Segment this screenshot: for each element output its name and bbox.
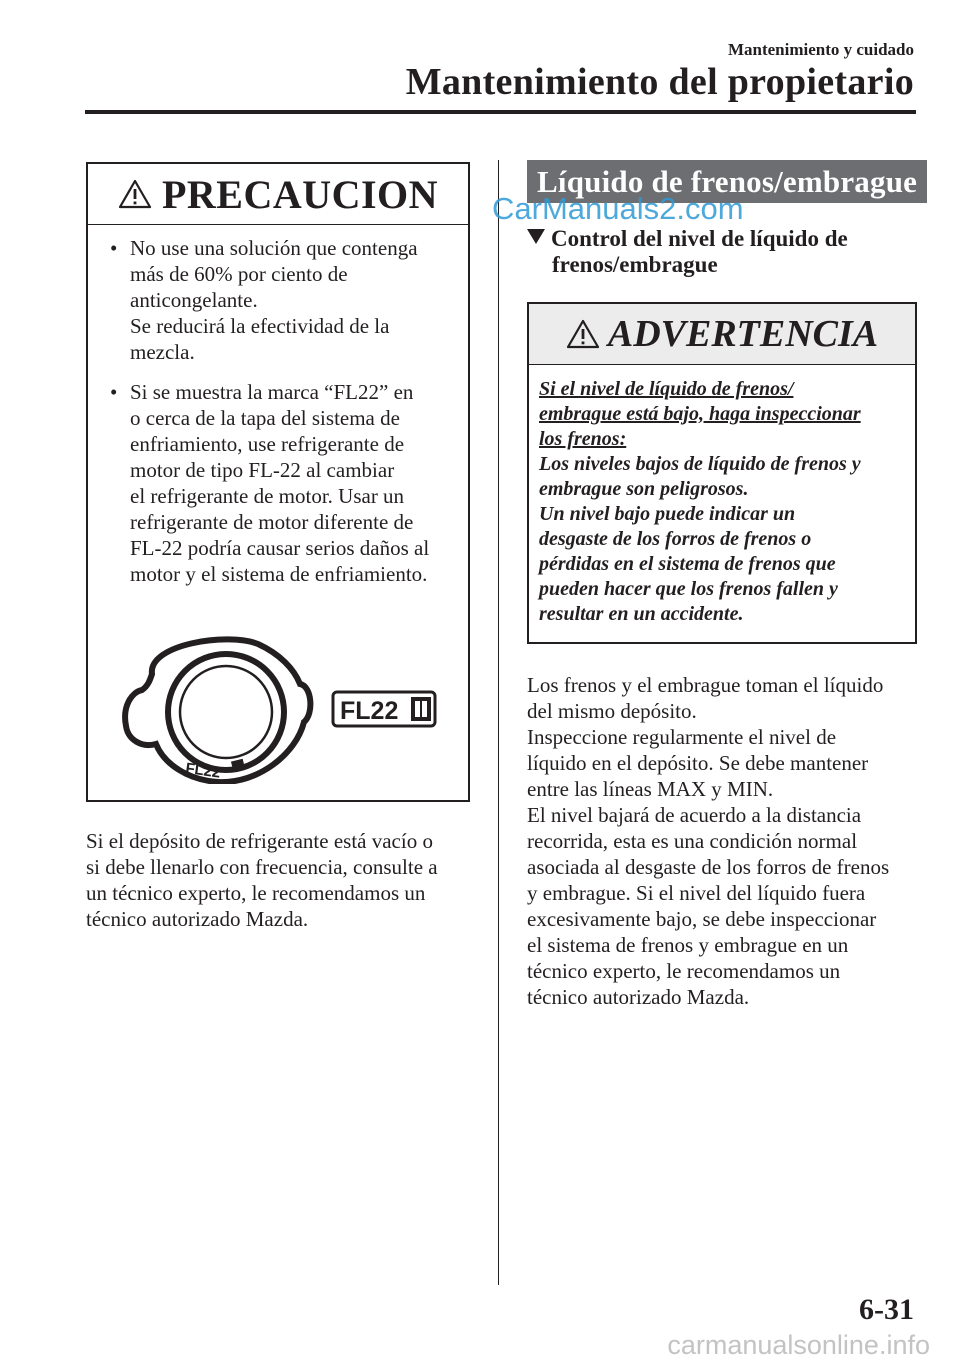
cap-center (180, 666, 272, 758)
coolant-paragraph: Si el depósito de refrigerante está vacío o si debe llenarlo con frecuencia, consulte a un técnico experto, le recomendamos un técnico autorizado Mazda. (86, 829, 438, 931)
heading-line-1: Control del nivel de líquido de (551, 226, 848, 251)
page-title: Mantenimiento del propietario (405, 61, 914, 103)
subsection-band: Líquido de frenos/embrague (527, 160, 927, 203)
warning-header (529, 304, 915, 365)
footer-site: carmanualsonline.info (667, 1330, 930, 1360)
header-rule (85, 110, 916, 114)
page-number: 6-31 (859, 1293, 914, 1326)
caution-bullet-text: No use una solución que contenga más de 60% por ciento de anticongelante. Se reducirá la efectividad de la mezcla. (130, 236, 418, 364)
caution-box (86, 162, 470, 802)
radiator-cap-illustration (108, 634, 448, 784)
warning-body (529, 365, 915, 627)
warning-text: Los niveles bajos de líquido de frenos y embrague son peligrosos. Un nivel bajo puede indicar un desgaste de los forros de frenos o pérdidas en el sistema de frenos que pueden hacer que los frenos fallen y resultar en un accidente. (539, 453, 861, 625)
warning-title: ADVERTENCIA (607, 313, 879, 355)
fl22-label-text: FL22 (340, 697, 399, 725)
caution-title: PRECAUCION (161, 171, 439, 217)
triangle-bullet-icon (527, 229, 545, 244)
warning-box (527, 302, 917, 644)
caution-header (88, 164, 468, 225)
cap-ring (168, 654, 284, 770)
caution-list (88, 225, 468, 587)
watermark: CarManuals2.com (492, 191, 744, 226)
book-icon (411, 697, 431, 721)
caution-bullet: • Si se muestra la marca “FL22” en o cerca de la tapa del sistema de enfriamiento, use refrigerante de motor de tipo FL-22 al cambiar el refrigerante de motor. Usar un refrigerante de motor diferente de FL-22 podría causar serios daños al motor y el sistema de enfriamiento. (110, 380, 430, 586)
column-divider (498, 160, 499, 1285)
chapter-label: Mantenimiento y cuidado (727, 40, 914, 59)
subsection-heading (527, 226, 917, 278)
heading-line-2: frenos/embrague (552, 252, 718, 277)
caution-bullet: • No use una solución que contenga más de 60% por ciento de anticongelante. Se reducirá la efectividad de la mezcla. (110, 236, 418, 364)
warning-underlined: Si el nivel de líquido de frenos/ embrague está bajo, haga inspeccionar los frenos: (539, 378, 861, 450)
warning-triangle-icon (118, 179, 152, 209)
cap-marking-text: FL22 (184, 759, 222, 782)
warning-triangle-icon (566, 319, 600, 349)
caution-bullet-text: Si se muestra la marca “FL22” en o cerca de la tapa del sistema de enfriamiento, use refrigerante de motor de tipo FL-22 al cambiar el refrigerante de motor. Usar un refrigerante de motor diferente de FL-22 podría causar serios daños al motor y el sistema de enfriamiento. (130, 380, 430, 586)
brake-fluid-paragraph: Los frenos y el embrague toman el líquido del mismo depósito. Inspeccione regularmente el nivel de líquido en el depósito. Se debe mantener entre las líneas MAX y MIN. El nivel bajará de acuerdo a la distancia recorrida, esta es una condición normal asociada al desgaste de los forros de frenos y embrague. Si el nivel del líquido fuera excesivamente bajo, se debe inspeccionar el sistema de frenos y embrague en un técnico experto, le recomendamos un técnico autorizado Mazda. (527, 673, 890, 1009)
